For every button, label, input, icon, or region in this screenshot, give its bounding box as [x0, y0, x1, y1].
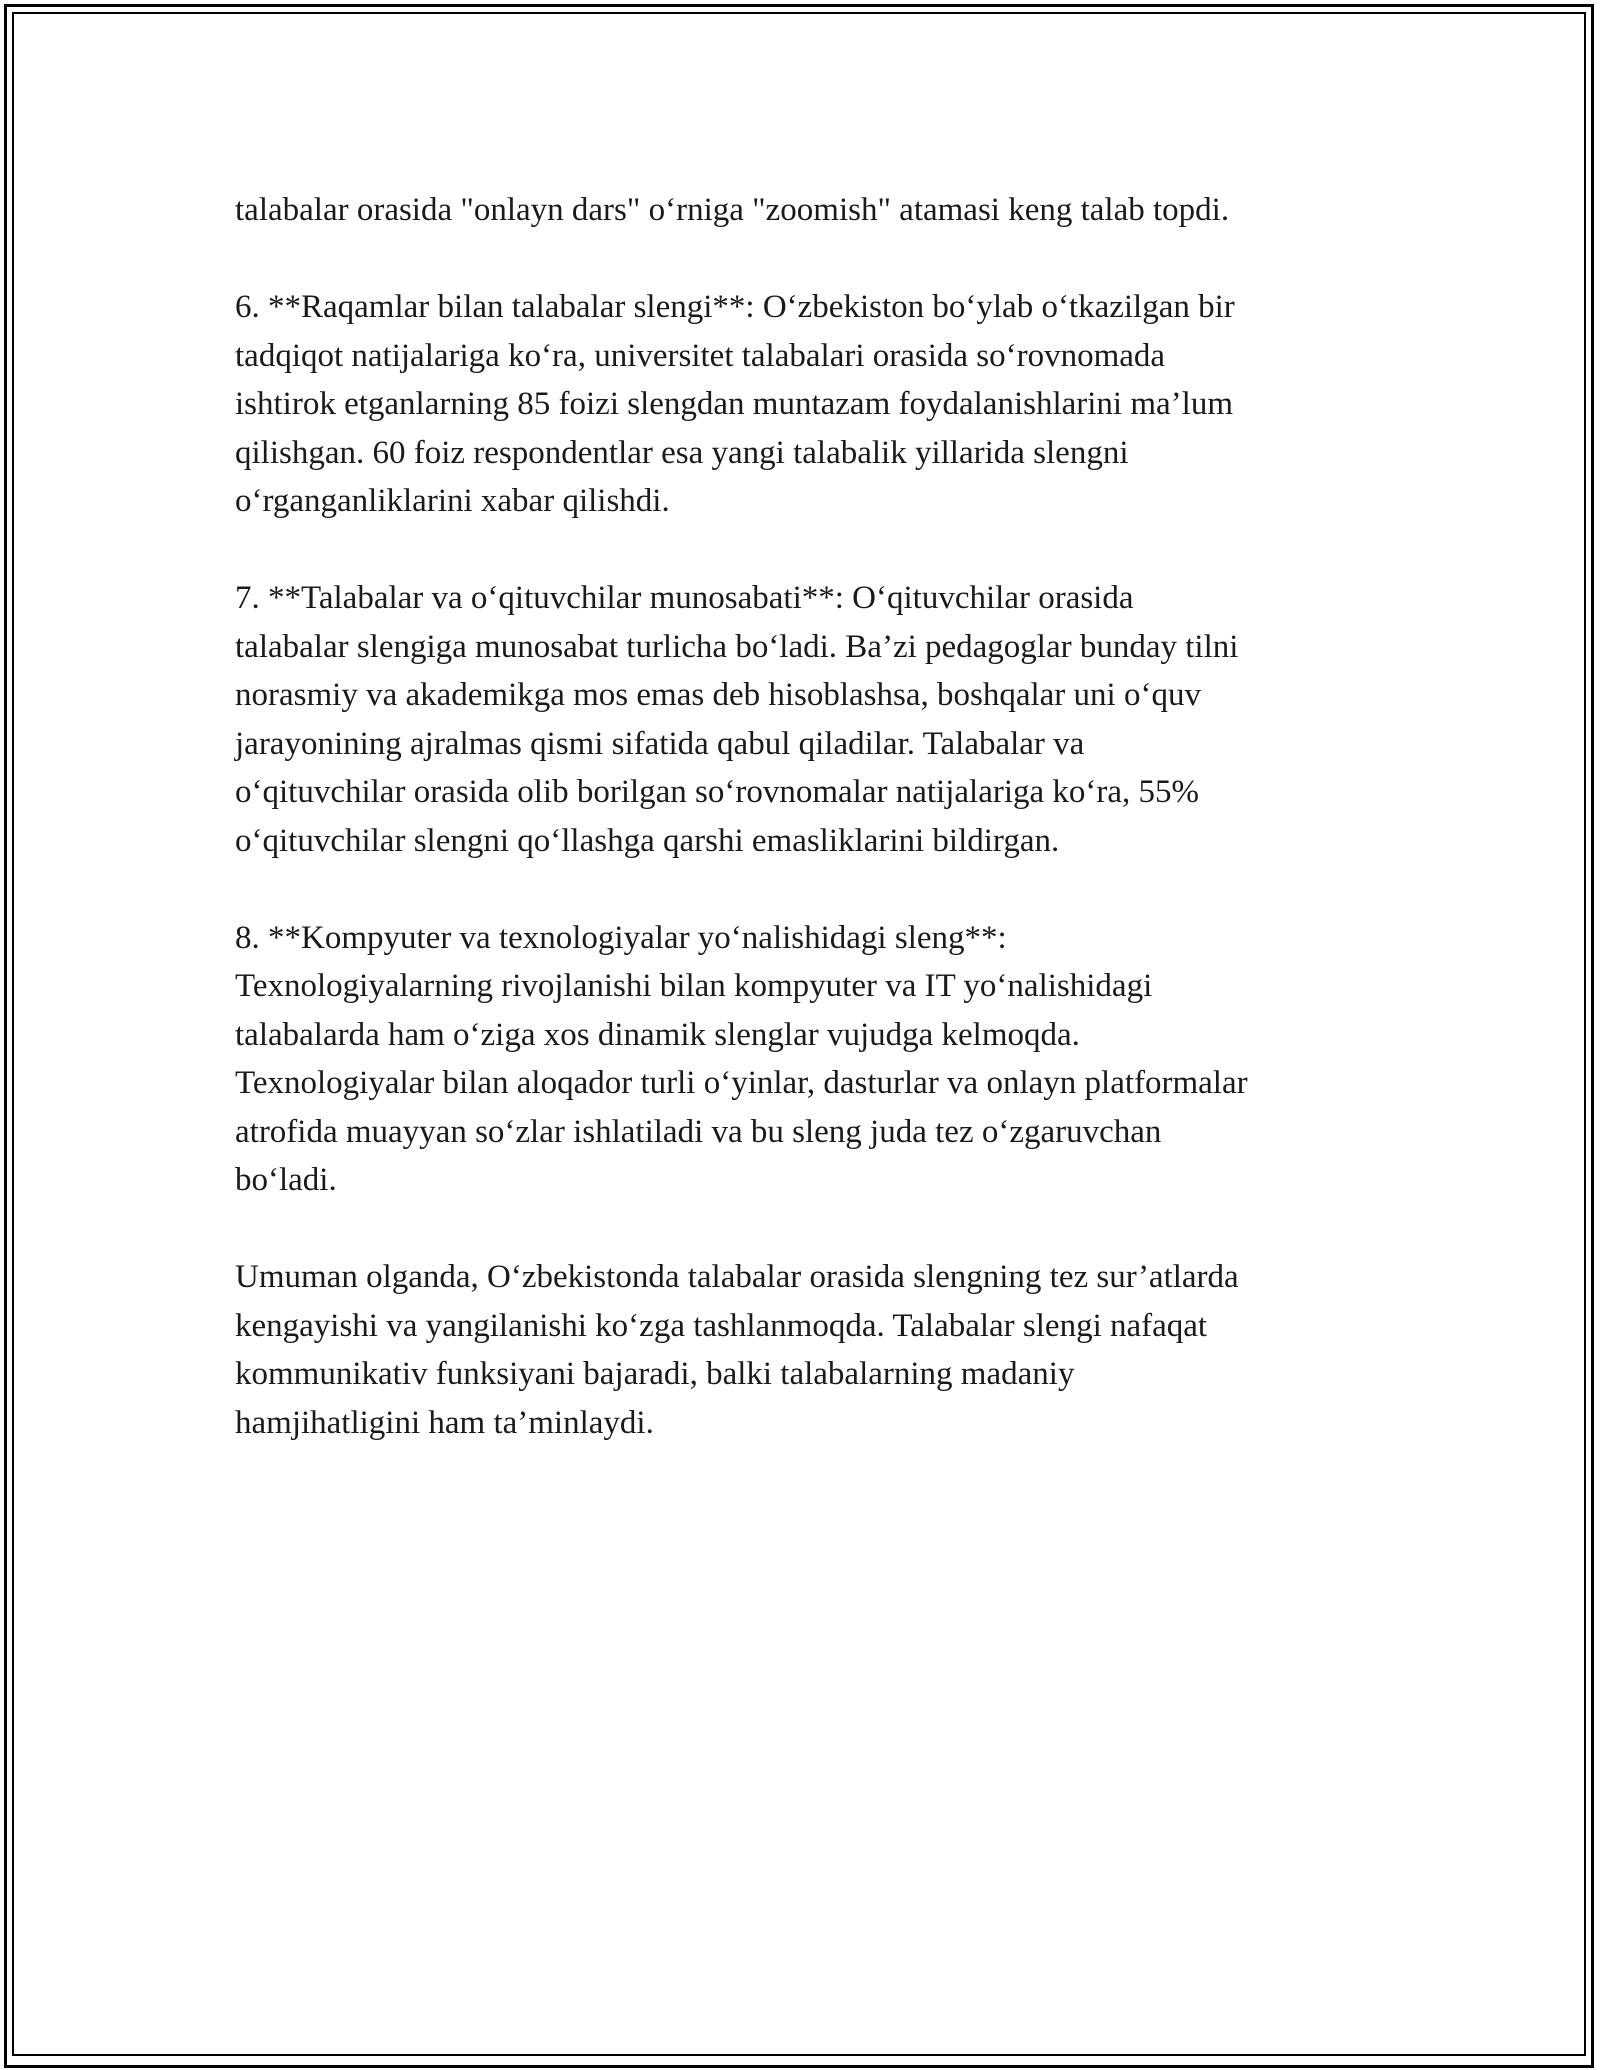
paragraph-item-8: 8. **Kompyuter va texnologiyalar yo‘nalishidagi sleng**: Texnologiyalarning rivojlanishi bilan kompyuter va IT yo‘nalishidagi talabalarda ham o‘ziga xos dinamik slenglar vujudga kelmoqda. Texnologiyalar bilan aloqador turli o‘yinlar, dasturlar va onlayn platformalar atrofida muayyan so‘zlar ishlatiladi va bu sleng juda tez o‘zgaruvchan bo‘ladi.: [235, 919, 1248, 1198]
paragraph-continuation: talabalar orasida "onlayn dars" o‘rniga "zoomish" atamasi keng talab topdi.: [235, 192, 1230, 228]
paragraph-item-6: 6. **Raqamlar bilan talabalar slengi**: O‘zbekiston bo‘ylab o‘tkazilgan bir tadqiqot natijalariga ko‘ra, universitet talabalari orasida so‘rovnomada ishtirok etganlarning 85 foizi slengdan muntazam foydalanishlarini ma’lum qilishgan. 60 foiz respondentlar esa yangi talabalik yillarida slengni o‘rganganliklarini xabar qilishdi.: [235, 289, 1235, 519]
paragraph-conclusion: Umuman olganda, O‘zbekistonda talabalar orasida slengning tez sur’atlarda kengayishi va yangilanishi ko‘zga tashlanmoqda. Talabalar slengi nafaqat kommunikativ funksiyani bajaradi, balki talabalarning madaniy hamjihatligini ham ta’minlaydi.: [235, 1259, 1239, 1441]
document-body: [235, 186, 1375, 1496]
paragraph-item-7: 7. **Talabalar va o‘qituvchilar munosabati**: O‘qituvchilar orasida talabalar slengiga munosabat turlicha bo‘ladi. Ba’zi pedagoglar bunday tilni norasmiy va akademikga mos emas deb hisoblashsa, boshqalar uni o‘quv jarayonining ajralmas qismi sifatida qabul qiladilar. Talabalar va o‘qituvchilar orasida olib borilgan so‘rovnomalar natijalariga ko‘ra, 55% o‘qituvchilar slengni qo‘llashga qarshi emasliklarini bildirgan.: [235, 580, 1239, 859]
